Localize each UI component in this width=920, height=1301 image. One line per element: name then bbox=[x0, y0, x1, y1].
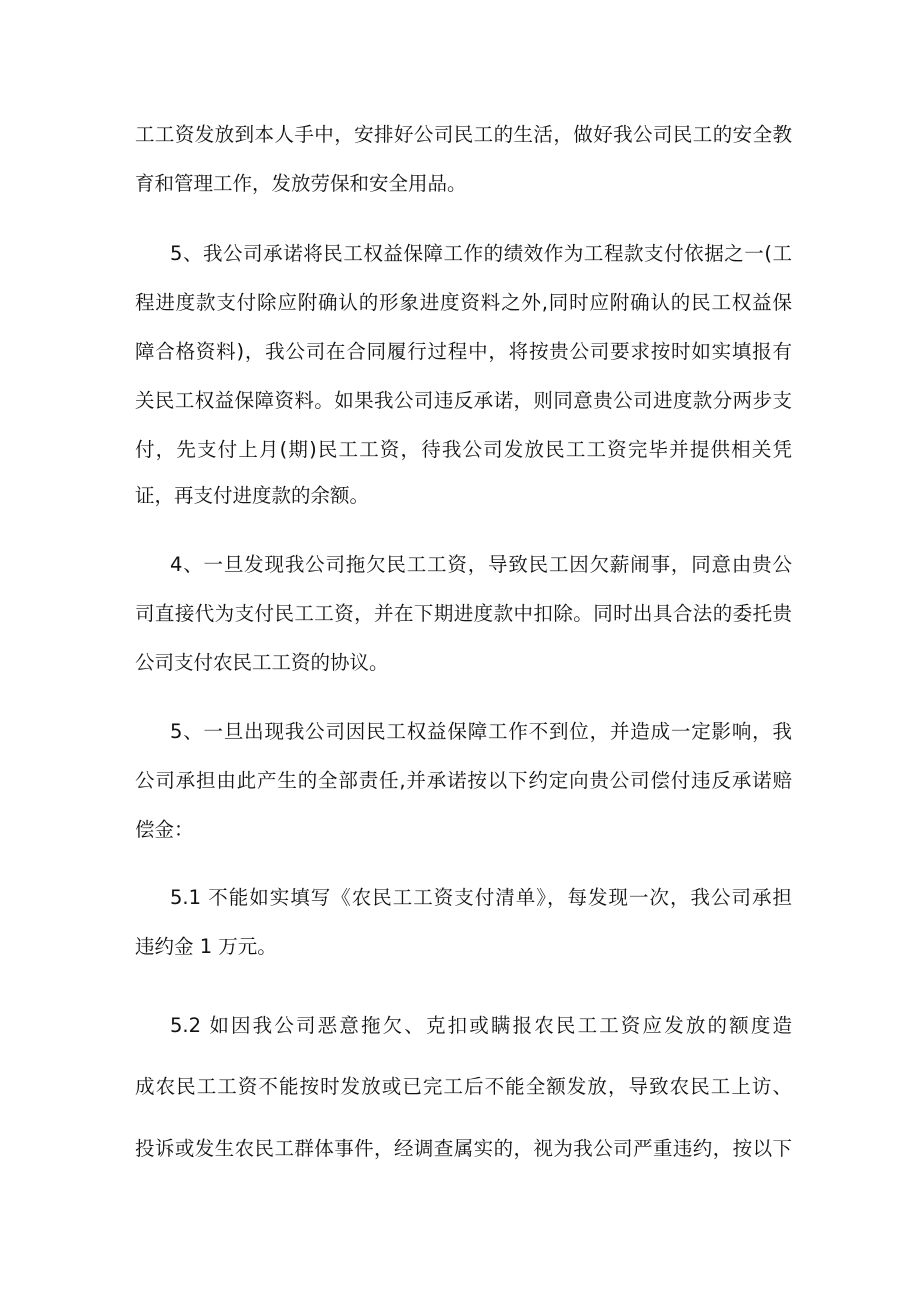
paragraph-2-line-5: 付，先支付上月(期)民工工资，待我公司发放民工工资完毕并提供相关凭 bbox=[135, 438, 792, 461]
paragraph-2-line-1: 5、我公司承诺将民工权益保障工作的绩效作为工程款支付依据之一(工 bbox=[170, 242, 792, 265]
paragraph-6-line-1: 5.2 如因我公司恶意拖欠、克扣或瞒报农民工工资应发放的额度造 bbox=[170, 1014, 792, 1037]
paragraph-4-line-1: 5、一旦出现我公司因民工权益保障工作不到位，并造成一定影响，我 bbox=[170, 720, 792, 743]
paragraph-2-line-2: 程进度款支付除应附确认的形象进度资料之外,同时应附确认的民工权益保 bbox=[135, 291, 792, 314]
paragraph-5-line-2: 违约金 1 万元。 bbox=[135, 935, 277, 958]
paragraph-1-line-1: 工工资发放到本人手中，安排好公司民工的生活，做好我公司民工的安全教 bbox=[135, 123, 792, 146]
paragraph-6-line-3: 投诉或发生农民工群体事件，经调查属实的，视为我公司严重违约，按以下 bbox=[135, 1137, 792, 1160]
paragraph-5-line-1: 5.1 不能如实填写《农民工工资支付清单》，每发现一次，我公司承担 bbox=[170, 886, 792, 909]
paragraph-3-line-2: 司直接代为支付民工工资，并在下期进度款中扣除。同时出具合法的委托贵 bbox=[135, 602, 792, 625]
paragraph-4-line-2: 公司承担由此产生的全部责任,并承诺按以下约定向贵公司偿付违反承诺赔 bbox=[135, 769, 792, 792]
paragraph-2-line-6: 证，再支付进度款的余额。 bbox=[135, 484, 370, 507]
paragraph-3-line-3: 公司支付农民工工资的协议。 bbox=[135, 651, 389, 674]
paragraph-1-line-2: 育和管理工作，发放劳保和安全用品。 bbox=[135, 172, 467, 195]
paragraph-4-line-3: 偿金： bbox=[135, 818, 194, 841]
paragraph-2-line-4: 关民工权益保障资料。如果我公司违反承诺，则同意贵公司进度款分两步支 bbox=[135, 389, 792, 412]
paragraph-2-line-3: 障合格资料)，我公司在合同履行过程中，将按贵公司要求按时如实填报有 bbox=[135, 340, 792, 363]
paragraph-3-line-1: 4、一旦发现我公司拖欠民工工资，导致民工因欠薪闹事，同意由贵公 bbox=[170, 553, 792, 576]
paragraph-6-line-2: 成农民工工资不能按时发放或已完工后不能全额发放，导致农民工上访、 bbox=[135, 1075, 792, 1098]
